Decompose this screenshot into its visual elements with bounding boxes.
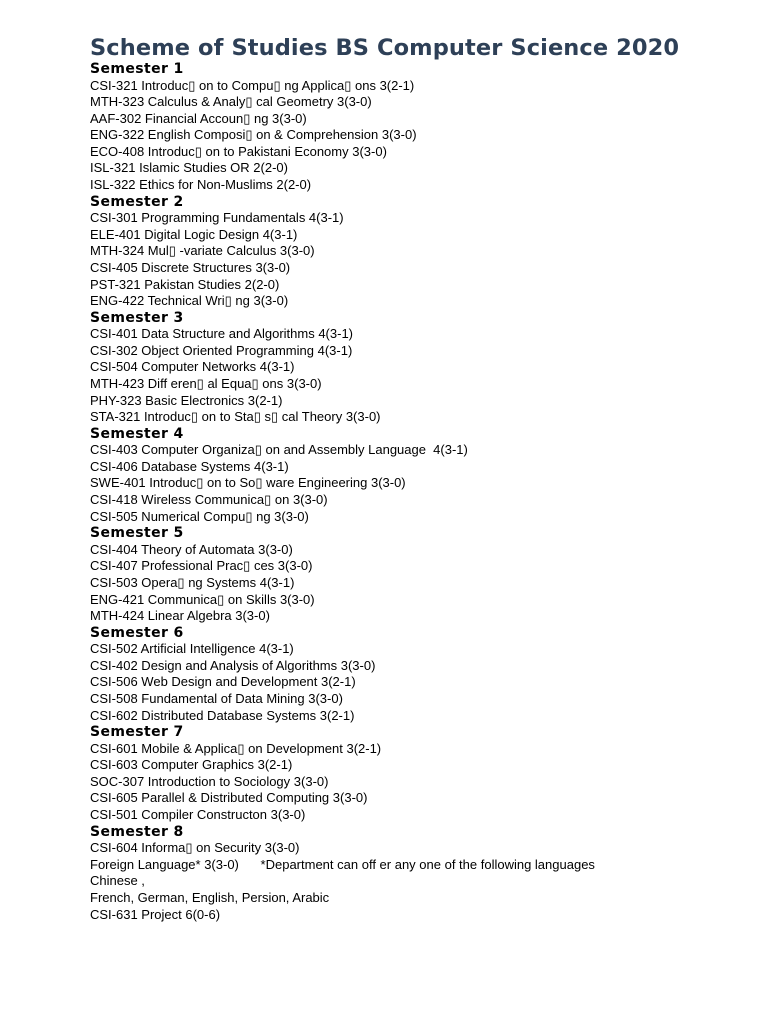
course-line: PST-321 Pakistan Studies 2(2-0) <box>90 276 280 292</box>
course-line: ECO-408 Introduc▯ on to Pakistani Economy 3(3-0) <box>90 143 387 159</box>
course-line: CSI-404 Theory of Automata 3(3-0) <box>90 541 293 557</box>
course-line: French, German, English, Persion, Arabic <box>90 889 330 905</box>
course-line: CSI-405 Discrete Structures 3(3-0) <box>90 259 291 275</box>
course-line: CSI-301 Programming Fundamentals 4(3-1) <box>90 210 344 226</box>
course-line: CSI-402 Design and Analysis of Algorithms 3(3-0) <box>90 657 376 673</box>
course-line: AAF-302 Financial Accoun▯ ng 3(3-0) <box>90 110 307 126</box>
course-line: CSI-506 Web Design and Development 3(2-1) <box>90 674 356 690</box>
course-line: CSI-605 Parallel & Distributed Computing 3(3-0) <box>90 790 368 806</box>
course-line: CSI-603 Computer Graphics 3(2-1) <box>90 757 293 773</box>
document-title: Scheme of Studies BS Computer Science 2020 <box>90 35 680 61</box>
course-line: ISL-322 Ethics for Non-Muslims 2(2-0) <box>90 177 312 193</box>
semester-block <box>90 194 750 310</box>
course-line: CSI-502 Artificial Intelligence 4(3-1) <box>90 641 294 657</box>
course-line: CSI-503 Opera▯ ng Systems 4(3-1) <box>90 574 295 590</box>
course-line: Foreign Language* 3(3-0) *Department can off er any one of the following languages <box>90 856 595 872</box>
course-line: Chinese , <box>90 873 145 889</box>
semester-block <box>90 824 750 923</box>
document-page <box>90 36 750 923</box>
semester-heading: Semester 2 <box>90 193 184 210</box>
semester-heading: Semester 6 <box>90 624 184 641</box>
course-line: CSI-501 Compiler Constructon 3(3-0) <box>90 807 306 823</box>
course-line: ENG-421 Communica▯ on Skills 3(3-0) <box>90 591 315 607</box>
course-line: ENG-322 English Composi▯ on & Comprehension 3(3-0) <box>90 127 417 143</box>
semester-list <box>90 61 750 923</box>
semester-heading: Semester 5 <box>90 525 184 542</box>
semester-heading: Semester 3 <box>90 309 184 326</box>
course-line: ENG-422 Technical Wri▯ ng 3(3-0) <box>90 293 289 309</box>
semester-heading: Semester 7 <box>90 724 184 741</box>
course-line: CSI-418 Wireless Communica▯ on 3(3-0) <box>90 492 328 508</box>
course-line: PHY-323 Basic Electronics 3(2-1) <box>90 392 283 408</box>
course-line: MTH-423 Diff eren▯ al Equa▯ ons 3(3-0) <box>90 376 322 391</box>
course-line: SOC-307 Introduction to Sociology 3(3-0) <box>90 773 329 789</box>
course-line: CSI-505 Numerical Compu▯ ng 3(3-0) <box>90 508 309 524</box>
semester-block <box>90 625 750 724</box>
semester-block <box>90 426 750 525</box>
course-line: CSI-401 Data Structure and Algorithms 4(3-1) <box>90 326 354 342</box>
course-line: CSI-406 Database Systems 4(3-1) <box>90 458 289 474</box>
course-line: MTH-323 Calculus & Analy▯ cal Geometry 3(3-0) <box>90 94 372 110</box>
course-line: MTH-324 Mul▯ -variate Calculus 3(3-0) <box>90 243 315 259</box>
course-line: CSI-631 Project 6(0-6) <box>90 906 221 922</box>
semester-block <box>90 724 750 823</box>
course-line: CSI-302 Object Oriented Programming 4(3-1) <box>90 342 353 358</box>
course-line: CSI-601 Mobile & Applica▯ on Development 3(2-1) <box>90 740 382 756</box>
course-line: CSI-321 Introduc▯ on to Compu▯ ng Applica▯ ons 3(2-1) <box>90 77 415 93</box>
course-line: CSI-604 Informa▯ on Security 3(3-0) <box>90 840 300 856</box>
course-line: MTH-424 Linear Algebra 3(3-0) <box>90 608 270 624</box>
course-line: STA-321 Introduc▯ on to Sta▯ s▯ cal Theory 3(3-0) <box>90 409 381 425</box>
course-line: CSI-602 Distributed Database Systems 3(2-1) <box>90 707 355 723</box>
course-line: CSI-504 Computer Networks 4(3-1) <box>90 359 295 375</box>
course-line: CSI-407 Professional Prac▯ ces 3(3-0) <box>90 558 313 574</box>
semester-block <box>90 61 750 194</box>
semester-block <box>90 525 750 624</box>
course-line: ELE-401 Digital Logic Design 4(3-1) <box>90 226 298 242</box>
semester-heading: Semester 4 <box>90 425 184 442</box>
course-line: CSI-508 Fundamental of Data Mining 3(3-0) <box>90 691 343 706</box>
course-line: ISL-321 Islamic Studies OR 2(2-0) <box>90 160 288 176</box>
course-line: CSI-403 Computer Organiza▯ on and Assembly Language 4(3-1) <box>90 442 468 458</box>
semester-block <box>90 310 750 426</box>
semester-heading: Semester 1 <box>90 61 184 77</box>
course-line: SWE-401 Introduc▯ on to So▯ ware Engineering 3(3-0) <box>90 475 406 491</box>
semester-heading: Semester 8 <box>90 823 184 840</box>
